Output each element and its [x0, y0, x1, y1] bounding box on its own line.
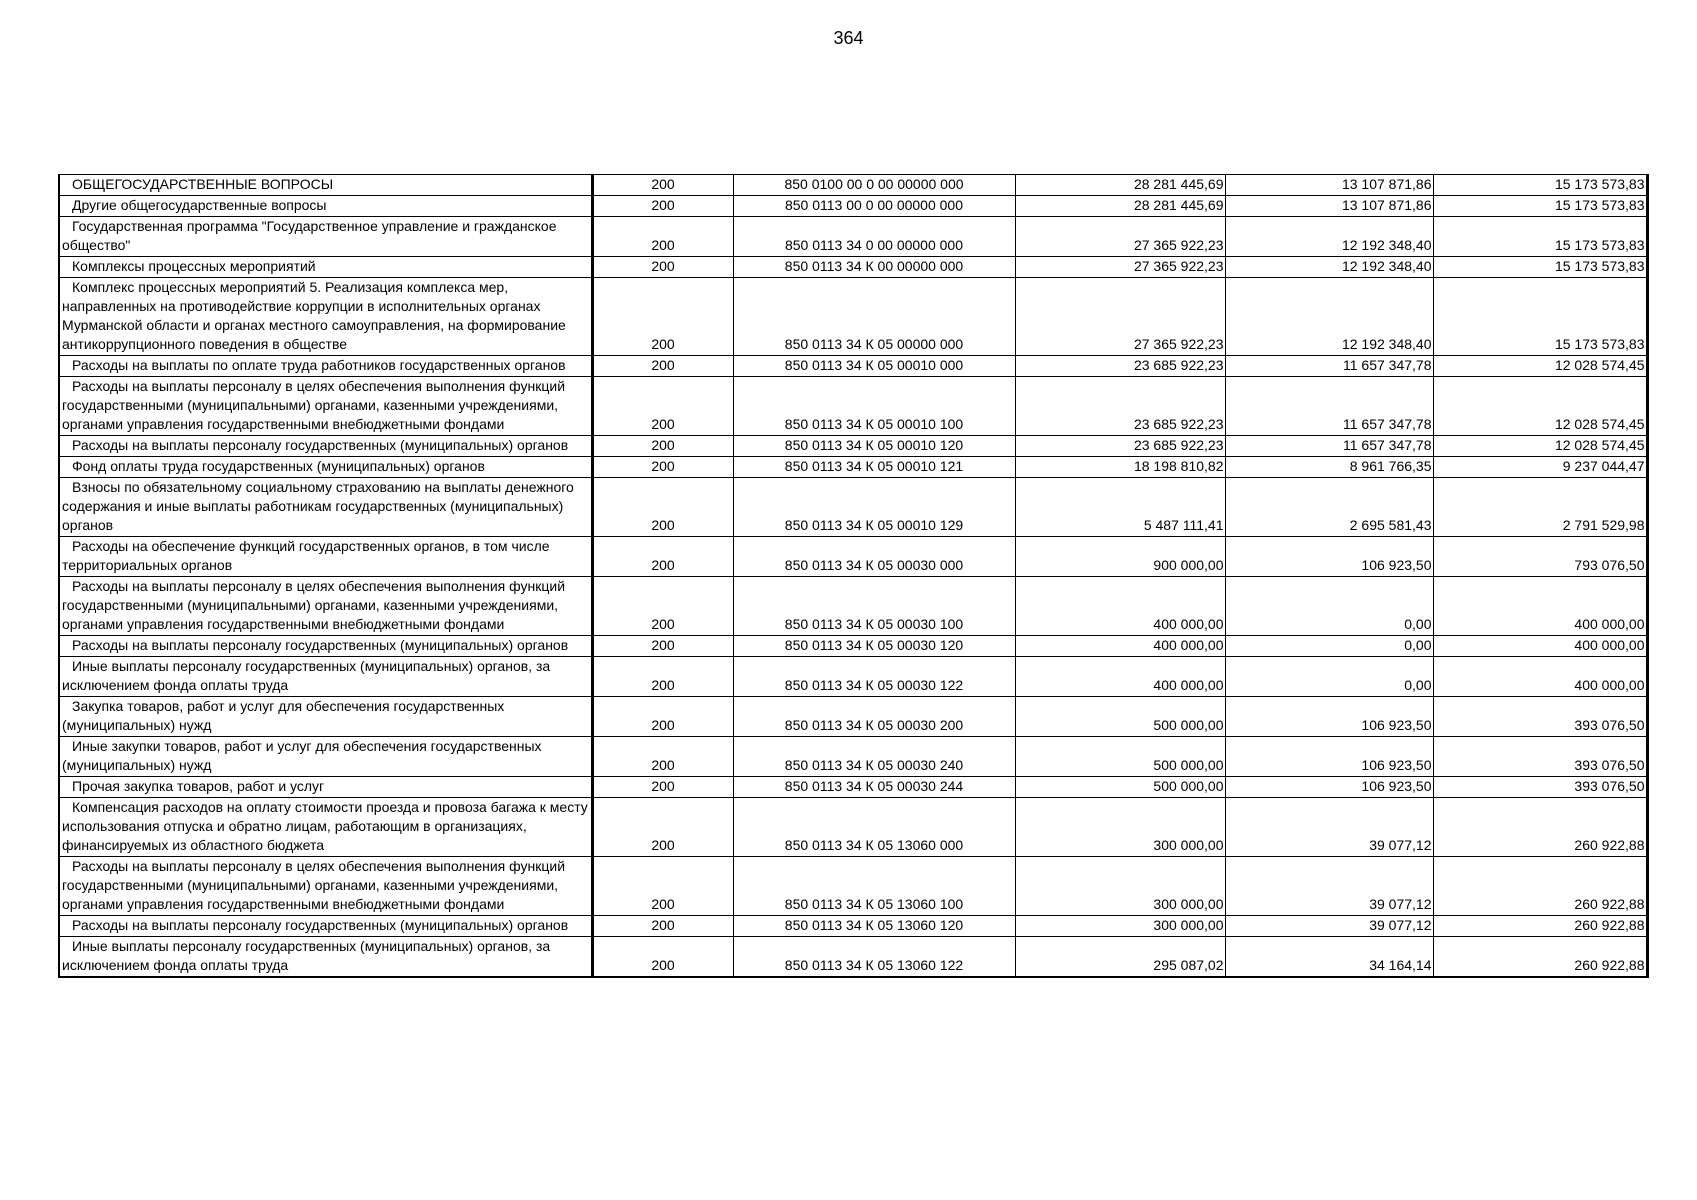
row-name-text: Расходы на выплаты персоналу в целях обеспечения выполнения функций государственными (муниципальными) органами, казенными учреждениями, органами управления государственными внебюджетными фондами: [62, 378, 566, 432]
table-row: [59, 697, 1647, 737]
row-line-code: 200: [592, 798, 733, 857]
row-executed-amount: 0,00: [1225, 636, 1433, 657]
row-line-code: 200: [592, 916, 733, 937]
row-name-text: Расходы на выплаты персоналу в целях обеспечения выполнения функций государственными (муниципальными) органами, казенными учреждениями, органами управления государственными внебюджетными фондами: [62, 858, 566, 912]
row-name: [59, 777, 592, 798]
table-row: [59, 916, 1647, 937]
row-classification-code: 850 0113 34 К 05 00030 244: [733, 777, 1015, 798]
row-unexecuted-amount: 793 076,50: [1433, 537, 1647, 577]
row-classification-code: 850 0113 34 К 05 00030 200: [733, 697, 1015, 737]
row-name-text: Компенсация расходов на оплату стоимости проезда и провоза багажа к месту использования отпуска и обратно лицам, работающим в организациях, финансируемых из областного бюджета: [62, 799, 588, 853]
row-executed-amount: 39 077,12: [1225, 916, 1433, 937]
row-unexecuted-amount: 2 791 529,98: [1433, 478, 1647, 537]
row-classification-code: 850 0113 34 К 05 00010 121: [733, 457, 1015, 478]
row-unexecuted-amount: 9 237 044,47: [1433, 457, 1647, 478]
row-approved-amount: 5 487 111,41: [1015, 478, 1225, 537]
row-executed-amount: 11 657 347,78: [1225, 436, 1433, 457]
row-name-text: Расходы на выплаты по оплате труда работников государственных органов: [72, 357, 566, 373]
row-executed-amount: 12 192 348,40: [1225, 217, 1433, 257]
row-executed-amount: 13 107 871,86: [1225, 196, 1433, 217]
row-approved-amount: 300 000,00: [1015, 798, 1225, 857]
row-executed-amount: 12 192 348,40: [1225, 257, 1433, 278]
row-classification-code: 850 0113 34 К 05 00010 000: [733, 356, 1015, 377]
row-executed-amount: 106 923,50: [1225, 777, 1433, 798]
row-name-text: Иные выплаты персоналу государственных (муниципальных) органов, за исключением фонда оплаты труда: [62, 938, 551, 973]
row-executed-amount: 106 923,50: [1225, 737, 1433, 777]
row-name-text: Расходы на выплаты персоналу государственных (муниципальных) органов: [72, 637, 569, 653]
row-unexecuted-amount: 400 000,00: [1433, 657, 1647, 697]
row-executed-amount: 2 695 581,43: [1225, 478, 1433, 537]
row-classification-code: 850 0113 00 0 00 00000 000: [733, 196, 1015, 217]
row-unexecuted-amount: 260 922,88: [1433, 937, 1647, 978]
table-row: [59, 798, 1647, 857]
table-row: [59, 257, 1647, 278]
row-name: [59, 636, 592, 657]
row-approved-amount: 28 281 445,69: [1015, 196, 1225, 217]
row-approved-amount: 23 685 922,23: [1015, 356, 1225, 377]
row-name: [59, 257, 592, 278]
row-unexecuted-amount: 393 076,50: [1433, 777, 1647, 798]
row-name: [59, 937, 592, 978]
row-name-text: Комплексы процессных мероприятий: [72, 258, 316, 274]
row-classification-code: 850 0113 34 К 05 00010 129: [733, 478, 1015, 537]
budget-table-body: [59, 175, 1647, 978]
row-executed-amount: 106 923,50: [1225, 697, 1433, 737]
row-executed-amount: 11 657 347,78: [1225, 377, 1433, 436]
row-classification-code: 850 0113 34 К 05 00030 120: [733, 636, 1015, 657]
row-approved-amount: 300 000,00: [1015, 857, 1225, 916]
row-classification-code: 850 0113 34 К 05 00030 000: [733, 537, 1015, 577]
row-unexecuted-amount: 15 173 573,83: [1433, 217, 1647, 257]
page-number: 364: [833, 28, 864, 48]
row-classification-code: 850 0113 34 К 00 00000 000: [733, 257, 1015, 278]
row-executed-amount: 106 923,50: [1225, 537, 1433, 577]
row-approved-amount: 18 198 810,82: [1015, 457, 1225, 478]
row-classification-code: 850 0100 00 0 00 00000 000: [733, 175, 1015, 196]
row-line-code: 200: [592, 457, 733, 478]
row-name: [59, 478, 592, 537]
row-name: [59, 857, 592, 916]
row-name: [59, 196, 592, 217]
row-name: [59, 798, 592, 857]
table-row: [59, 377, 1647, 436]
row-approved-amount: 400 000,00: [1015, 657, 1225, 697]
row-name-text: Иные выплаты персоналу государственных (муниципальных) органов, за исключением фонда оплаты труда: [62, 658, 551, 693]
row-name: [59, 356, 592, 377]
row-approved-amount: 23 685 922,23: [1015, 436, 1225, 457]
row-executed-amount: 0,00: [1225, 577, 1433, 636]
row-name: [59, 175, 592, 196]
row-approved-amount: 28 281 445,69: [1015, 175, 1225, 196]
row-line-code: 200: [592, 777, 733, 798]
row-classification-code: 850 0113 34 К 05 00010 120: [733, 436, 1015, 457]
table-row: [59, 777, 1647, 798]
row-unexecuted-amount: 12 028 574,45: [1433, 377, 1647, 436]
row-classification-code: 850 0113 34 К 05 00030 100: [733, 577, 1015, 636]
row-executed-amount: 0,00: [1225, 657, 1433, 697]
row-unexecuted-amount: 15 173 573,83: [1433, 257, 1647, 278]
row-name-text: Прочая закупка товаров, работ и услуг: [72, 778, 325, 794]
row-unexecuted-amount: 15 173 573,83: [1433, 278, 1647, 356]
row-approved-amount: 27 365 922,23: [1015, 278, 1225, 356]
row-approved-amount: 900 000,00: [1015, 537, 1225, 577]
row-line-code: 200: [592, 377, 733, 436]
row-name: [59, 697, 592, 737]
table-row: [59, 657, 1647, 697]
row-approved-amount: 27 365 922,23: [1015, 217, 1225, 257]
row-unexecuted-amount: 15 173 573,83: [1433, 175, 1647, 196]
table-row: [59, 196, 1647, 217]
table-row: [59, 857, 1647, 916]
row-line-code: 200: [592, 257, 733, 278]
row-classification-code: 850 0113 34 0 00 00000 000: [733, 217, 1015, 257]
row-classification-code: 850 0113 34 К 05 00000 000: [733, 278, 1015, 356]
row-name: [59, 577, 592, 636]
row-classification-code: 850 0113 34 К 05 13060 100: [733, 857, 1015, 916]
row-unexecuted-amount: 393 076,50: [1433, 697, 1647, 737]
row-unexecuted-amount: 260 922,88: [1433, 798, 1647, 857]
table-row: [59, 278, 1647, 356]
table-row: [59, 436, 1647, 457]
row-name: [59, 377, 592, 436]
row-approved-amount: 27 365 922,23: [1015, 257, 1225, 278]
table-row: [59, 577, 1647, 636]
row-line-code: 200: [592, 657, 733, 697]
row-name-text: Государственная программа "Государственное управление и гражданское общество": [62, 218, 557, 253]
row-line-code: 200: [592, 636, 733, 657]
row-name-text: Фонд оплаты труда государственных (муниципальных) органов: [72, 458, 485, 474]
row-line-code: 200: [592, 356, 733, 377]
row-unexecuted-amount: 400 000,00: [1433, 636, 1647, 657]
table-row: [59, 457, 1647, 478]
row-unexecuted-amount: 260 922,88: [1433, 916, 1647, 937]
row-approved-amount: 295 087,02: [1015, 937, 1225, 978]
row-name-text: Расходы на обеспечение функций государственных органов, в том числе территориальных органов: [62, 538, 550, 573]
row-name-text: Другие общегосударственные вопросы: [72, 197, 327, 213]
table-row: [59, 937, 1647, 978]
row-line-code: 200: [592, 537, 733, 577]
row-approved-amount: 23 685 922,23: [1015, 377, 1225, 436]
row-line-code: 200: [592, 196, 733, 217]
row-name: [59, 278, 592, 356]
row-executed-amount: 39 077,12: [1225, 798, 1433, 857]
row-name-text: ОБЩЕГОСУДАРСТВЕННЫЕ ВОПРОСЫ: [72, 176, 334, 192]
table-row: [59, 737, 1647, 777]
row-classification-code: 850 0113 34 К 05 13060 000: [733, 798, 1015, 857]
row-line-code: 200: [592, 436, 733, 457]
row-executed-amount: 8 961 766,35: [1225, 457, 1433, 478]
row-line-code: 200: [592, 175, 733, 196]
row-approved-amount: 300 000,00: [1015, 916, 1225, 937]
row-name-text: Взносы по обязательному социальному страхованию на выплаты денежного содержания и иные выплаты работникам государственных (муниципальных) органов: [62, 479, 574, 533]
table-row: [59, 537, 1647, 577]
row-classification-code: 850 0113 34 К 05 13060 120: [733, 916, 1015, 937]
row-name-text: Расходы на выплаты персоналу в целях обеспечения выполнения функций государственными (муниципальными) органами, казенными учреждениями, органами управления государственными внебюджетными фондами: [62, 578, 566, 632]
row-name-text: Закупка товаров, работ и услуг для обеспечения государственных (муниципальных) нужд: [62, 698, 505, 733]
row-line-code: 200: [592, 278, 733, 356]
row-unexecuted-amount: 15 173 573,83: [1433, 196, 1647, 217]
row-classification-code: 850 0113 34 К 05 13060 122: [733, 937, 1015, 978]
row-name-text: Расходы на выплаты персоналу государственных (муниципальных) органов: [72, 437, 569, 453]
row-unexecuted-amount: 12 028 574,45: [1433, 356, 1647, 377]
row-name-text: Иные закупки товаров, работ и услуг для обеспечения государственных (муниципальных) нужд: [62, 738, 542, 773]
row-name: [59, 737, 592, 777]
table-row: [59, 636, 1647, 657]
row-line-code: 200: [592, 737, 733, 777]
row-approved-amount: 500 000,00: [1015, 777, 1225, 798]
table-row: [59, 478, 1647, 537]
row-name: [59, 457, 592, 478]
row-name: [59, 537, 592, 577]
row-unexecuted-amount: 393 076,50: [1433, 737, 1647, 777]
row-approved-amount: 400 000,00: [1015, 636, 1225, 657]
row-unexecuted-amount: 12 028 574,45: [1433, 436, 1647, 457]
budget-table: [58, 174, 1649, 978]
row-approved-amount: 500 000,00: [1015, 737, 1225, 777]
row-unexecuted-amount: 260 922,88: [1433, 857, 1647, 916]
row-name: [59, 436, 592, 457]
table-row: [59, 217, 1647, 257]
row-executed-amount: 39 077,12: [1225, 857, 1433, 916]
row-classification-code: 850 0113 34 К 05 00010 100: [733, 377, 1015, 436]
row-executed-amount: 34 164,14: [1225, 937, 1433, 978]
row-executed-amount: 13 107 871,86: [1225, 175, 1433, 196]
row-name: [59, 217, 592, 257]
row-name-text: Расходы на выплаты персоналу государственных (муниципальных) органов: [72, 917, 569, 933]
table-row: [59, 175, 1647, 196]
row-line-code: 200: [592, 857, 733, 916]
row-name: [59, 916, 592, 937]
row-executed-amount: 12 192 348,40: [1225, 278, 1433, 356]
row-classification-code: 850 0113 34 К 05 00030 240: [733, 737, 1015, 777]
row-line-code: 200: [592, 697, 733, 737]
row-approved-amount: 400 000,00: [1015, 577, 1225, 636]
table-row: [59, 356, 1647, 377]
row-approved-amount: 500 000,00: [1015, 697, 1225, 737]
row-line-code: 200: [592, 577, 733, 636]
row-unexecuted-amount: 400 000,00: [1433, 577, 1647, 636]
row-line-code: 200: [592, 217, 733, 257]
row-name-text: Комплекс процессных мероприятий 5. Реализация комплекса мер, направленных на противодействие коррупции в исполнительных органах Мурманской области и органах местного самоуправления, на формирование антикоррупционного поведения в обществе: [62, 279, 566, 352]
row-line-code: 200: [592, 478, 733, 537]
row-classification-code: 850 0113 34 К 05 00030 122: [733, 657, 1015, 697]
row-line-code: 200: [592, 937, 733, 978]
row-executed-amount: 11 657 347,78: [1225, 356, 1433, 377]
row-name: [59, 657, 592, 697]
